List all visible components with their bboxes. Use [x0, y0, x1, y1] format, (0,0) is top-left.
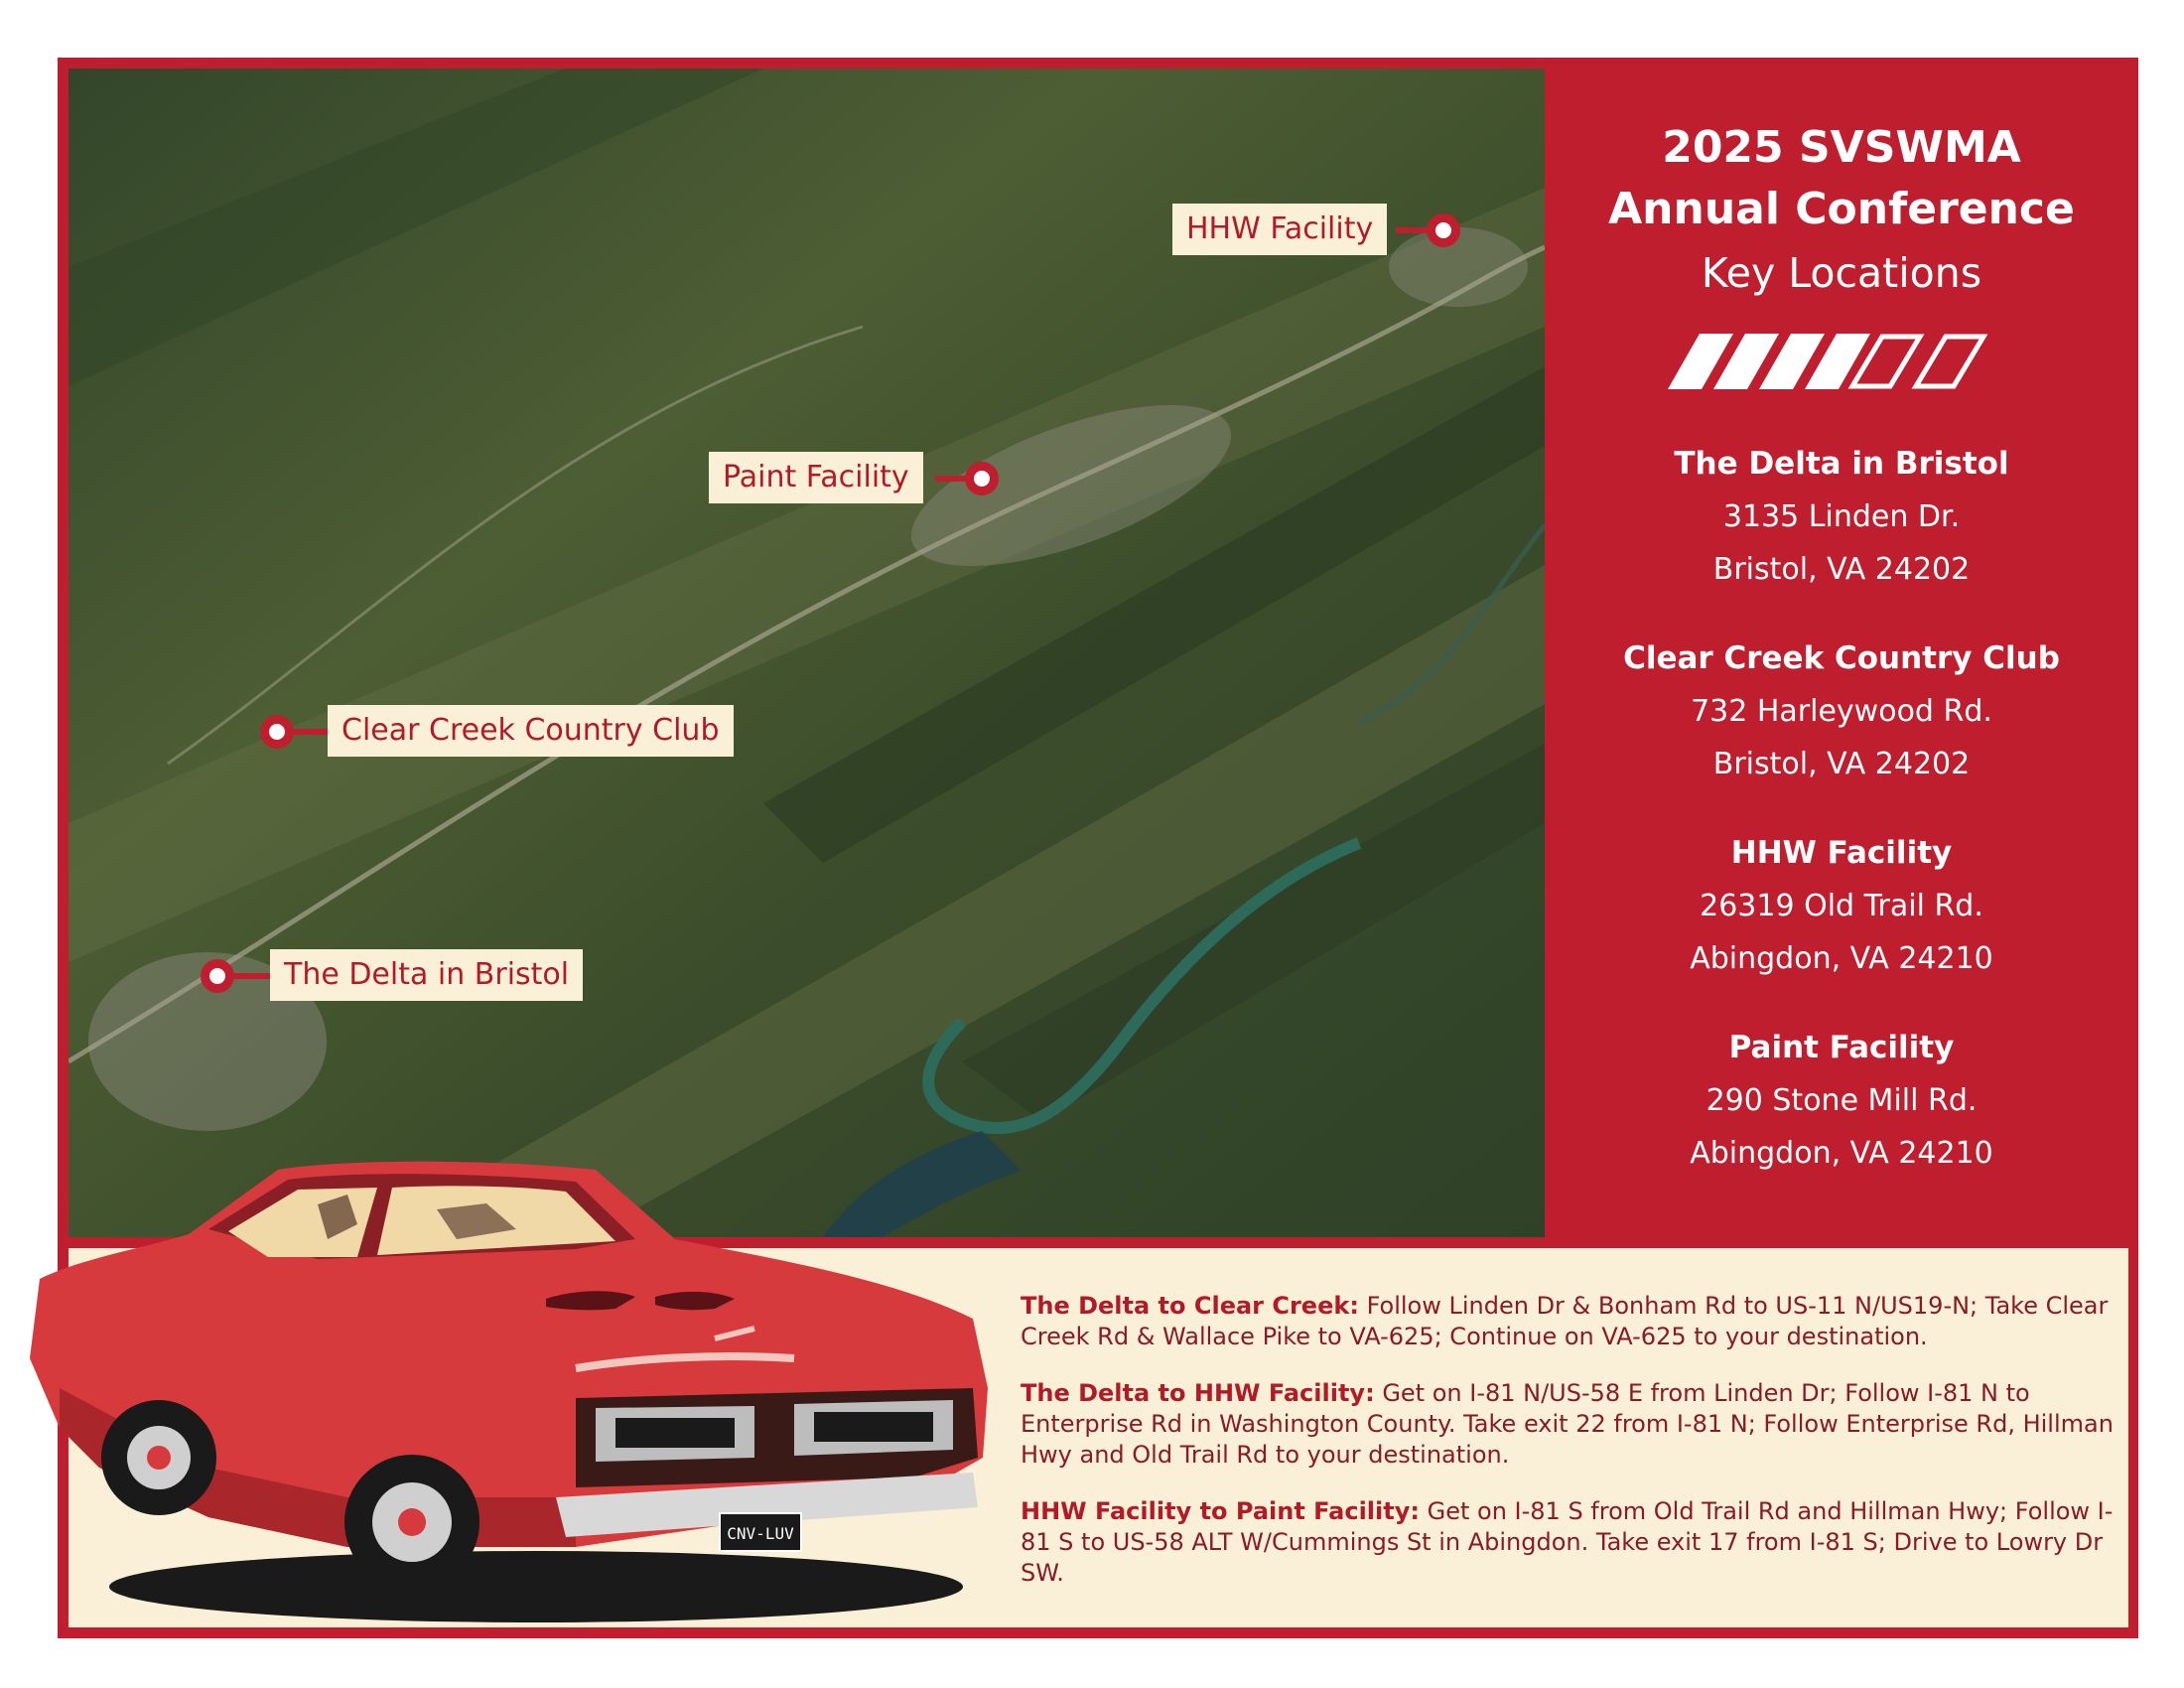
title-line-1: 2025 SVSWMA [1662, 122, 2021, 173]
location-item [1545, 1021, 2138, 1180]
subtitle: Key Locations [1701, 249, 1982, 297]
direction-item [1021, 1291, 2122, 1352]
location-street: 732 Harleywood Rd. [1691, 694, 1992, 729]
direction-text: Get on I-81 N/US-58 E from Linden Dr; Follow I-81 N to Enterprise Rd in Washington County. Take exit 22 from I-81 N; Follow Enterprise Rd, Hillman Hwy and Old Trail Rd to your destination. [1021, 1379, 2114, 1469]
location-name: Clear Creek Country Club [1623, 640, 2060, 676]
location-pin-icon[interactable] [1427, 213, 1460, 247]
direction-heading: The Delta to HHW Facility: [1021, 1379, 1375, 1407]
map-label-paint-facility[interactable]: Paint Facility [709, 452, 923, 503]
location-name: HHW Facility [1730, 835, 1953, 871]
title-line-2: Annual Conference [1608, 184, 2075, 234]
direction-heading: The Delta to Clear Creek: [1021, 1292, 1359, 1320]
license-plate: CNV-LUV [727, 1524, 794, 1543]
direction-text: Get on I-81 S from Old Trail Rd and Hillman Hwy; Follow I-81 S to US-58 ALT W/Cummings St in Abingdon. Take exit 17 from I-81 S; Drive to Lowry Dr SW. [1021, 1497, 2114, 1587]
decorative-stripes-icon [1668, 334, 2017, 389]
map-label-delta[interactable]: The Delta in Bristol [270, 949, 583, 1001]
pin-connector-delta [228, 973, 272, 979]
location-name: Paint Facility [1728, 1030, 1955, 1065]
direction-text: Follow Linden Dr & Bonham Rd to US-11 N/US19-N; Take Clear Creek Rd & Wallace Pike to VA-625; Continue on VA-625 to your destination. [1021, 1292, 2109, 1350]
title-block [1545, 117, 2138, 306]
location-city: Abingdon, VA 24210 [1690, 1136, 1993, 1171]
map-label-hhw-facility[interactable]: HHW Facility [1172, 204, 1387, 255]
location-city: Bristol, VA 24202 [1712, 552, 1971, 587]
location-street: 3135 Linden Dr. [1722, 499, 1961, 534]
car-illustration [20, 1130, 1003, 1626]
directions-list [1021, 1291, 2122, 1615]
location-city: Abingdon, VA 24210 [1690, 941, 1993, 976]
location-item [1545, 437, 2138, 596]
pin-connector-paint [935, 476, 969, 482]
location-item [1545, 826, 2138, 985]
location-pin-icon[interactable] [965, 462, 999, 495]
location-street: 290 Stone Mill Rd. [1706, 1083, 1978, 1118]
locations-list [1545, 437, 2138, 1215]
location-item [1545, 632, 2138, 790]
location-street: 26319 Old Trail Rd. [1700, 889, 1983, 923]
direction-heading: HHW Facility to Paint Facility: [1021, 1497, 1420, 1525]
direction-item [1021, 1496, 2122, 1589]
location-name: The Delta in Bristol [1674, 446, 2009, 482]
direction-item [1021, 1378, 2122, 1471]
map-label-clear-creek[interactable]: Clear Creek Country Club [328, 705, 734, 757]
pin-connector-clear-creek [288, 729, 328, 735]
location-city: Bristol, VA 24202 [1712, 747, 1971, 781]
